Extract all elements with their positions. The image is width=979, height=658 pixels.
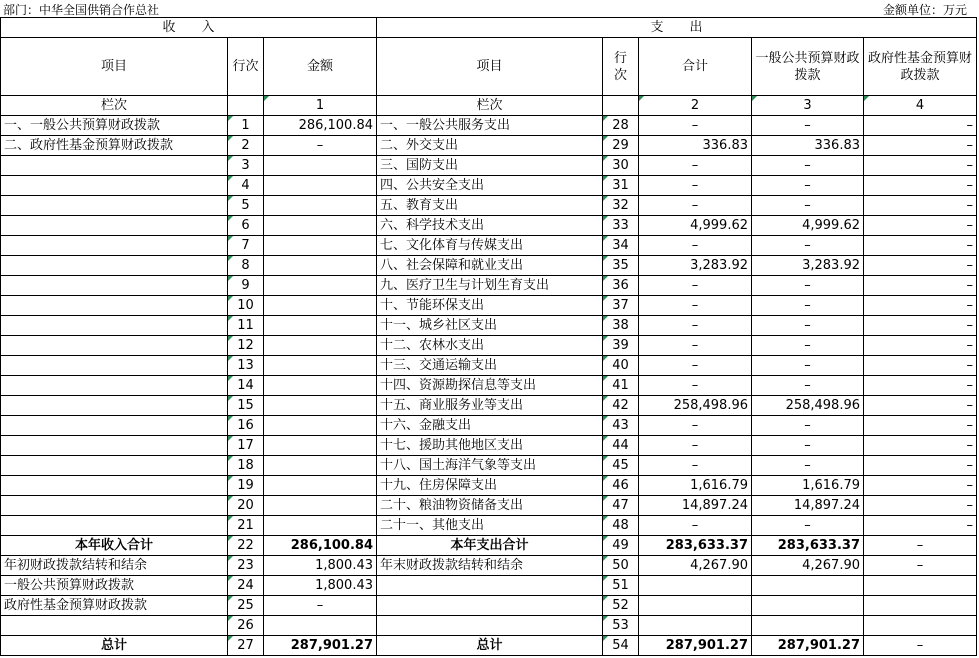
section-header-row [1,18,977,38]
grand-expense-fund: – [864,636,977,656]
expense-total: – [639,436,752,456]
col-header-general-budget: 一般公共预算财政拨款 [752,38,864,96]
expense-total: – [639,416,752,436]
expense-item: 五、教育支出 [377,196,603,216]
income-amount [264,336,377,356]
expense-general: – [752,116,864,136]
table-row [1,296,977,316]
expense-general: 258,498.96 [752,396,864,416]
carry-row-3 [1,596,977,616]
income-amount [264,396,377,416]
expense-row-no: 34 [603,236,639,256]
expense-fund: – [864,356,977,376]
expense-item: 二十、粮油物资储备支出 [377,496,603,516]
income-item [1,176,228,196]
table-row [1,396,977,416]
income-item [1,376,228,396]
expense-row-no: 35 [603,256,639,276]
expense-general: 14,897.24 [752,496,864,516]
empty-cell [752,596,864,616]
table-row [1,236,977,256]
expense-general: – [752,196,864,216]
expense-fund: – [864,396,977,416]
empty-cell [639,576,752,596]
expense-total: – [639,376,752,396]
expense-fund: – [864,316,977,336]
expense-general: 1,616.79 [752,476,864,496]
income-item [1,276,228,296]
expense-fund: – [864,236,977,256]
col-index-4: 4 [864,96,977,116]
empty-cell [864,616,977,636]
expense-fund: – [864,476,977,496]
table-row [1,336,977,356]
income-section-header: 收 入 [1,18,377,38]
expense-row-no: 31 [603,176,639,196]
expense-row-no: 40 [603,356,639,376]
grand-income-label: 总计 [1,636,228,656]
expense-total: – [639,296,752,316]
expense-total: – [639,516,752,536]
expense-row-no: 30 [603,156,639,176]
income-item [1,496,228,516]
carry-blank-no: 26 [228,616,264,636]
income-amount [264,416,377,436]
expense-item: 四、公共安全支出 [377,176,603,196]
col-header-total: 合计 [639,38,752,96]
col-index-1: 1 [264,96,377,116]
income-row-no: 2 [228,136,264,156]
income-item [1,196,228,216]
expense-row-no: 33 [603,216,639,236]
expense-fund: – [864,176,977,196]
year-expense-label: 本年支出合计 [377,536,603,556]
income-row-no: 4 [228,176,264,196]
carry-general-label: 一般公共预算财政拨款 [1,576,228,596]
table-row [1,196,977,216]
column-header-row [1,38,977,96]
table-row [1,476,977,496]
table-row [1,156,977,176]
expense-item: 十四、资源勘探信息等支出 [377,376,603,396]
expense-fund: – [864,156,977,176]
expense-item: 七、文化体育与传媒支出 [377,236,603,256]
income-item [1,316,228,336]
col-index-2: 2 [639,96,752,116]
expense-general: – [752,436,864,456]
income-row-no: 7 [228,236,264,256]
year-expense-no: 49 [603,536,639,556]
expense-item: 十五、商业服务业等支出 [377,396,603,416]
expense-general: – [752,156,864,176]
income-row-no: 21 [228,516,264,536]
expense-fund: – [864,416,977,436]
expense-row-no: 36 [603,276,639,296]
table-row [1,376,977,396]
grand-income-no: 27 [228,636,264,656]
empty-cell [639,616,752,636]
expense-total: – [639,336,752,356]
expense-total: – [639,236,752,256]
carry-general-amount: 1,800.43 [264,576,377,596]
table-row [1,516,977,536]
expense-general: 3,283.92 [752,256,864,276]
expense-fund: – [864,276,977,296]
expense-total: – [639,176,752,196]
income-row-no: 17 [228,436,264,456]
expense-row-no: 46 [603,476,639,496]
empty-cell [864,596,977,616]
empty-cell [752,616,864,636]
expense-total: – [639,156,752,176]
income-item [1,436,228,456]
empty-cell [1,616,228,636]
expense-item: 十、节能环保支出 [377,296,603,316]
expense-total: 258,498.96 [639,396,752,416]
table-row [1,316,977,336]
expense-general: – [752,236,864,256]
income-item: 二、政府性基金预算财政拨款 [1,136,228,156]
expense-row-no: 37 [603,296,639,316]
income-amount [264,436,377,456]
expense-general: – [752,516,864,536]
col-index-empty [228,96,264,116]
expense-fund: – [864,196,977,216]
carry-row-2 [1,576,977,596]
expense-row-no: 43 [603,416,639,436]
carry-fund-exp-no: 52 [603,596,639,616]
table-row [1,116,977,136]
income-row-no: 6 [228,216,264,236]
col-header-gov-fund: 政府性基金预算财政拨款 [864,38,977,96]
income-amount [264,156,377,176]
income-item [1,396,228,416]
expense-total: 1,616.79 [639,476,752,496]
income-amount [264,256,377,276]
department-label: 部门：中华全国供销合作总社 [3,3,160,17]
income-amount [264,236,377,256]
income-row-no: 3 [228,156,264,176]
income-item [1,236,228,256]
expense-item: 六、科学技术支出 [377,216,603,236]
income-row-no: 8 [228,256,264,276]
expense-row-no: 47 [603,496,639,516]
carry-row-1 [1,556,977,576]
income-item [1,156,228,176]
income-row-no: 12 [228,336,264,356]
carry-end-fund: – [864,556,977,576]
income-item [1,336,228,356]
year-expense-total: 283,633.37 [639,536,752,556]
expense-general: – [752,356,864,376]
year-total-row [1,536,977,556]
income-amount [264,196,377,216]
expense-fund: – [864,256,977,276]
expense-item: 九、医疗卫生与计划生育支出 [377,276,603,296]
expense-item: 十七、援助其他地区支出 [377,436,603,456]
grand-total-row [1,636,977,656]
empty-cell [377,616,603,636]
expense-general: – [752,456,864,476]
report-header [0,0,979,17]
income-amount [264,296,377,316]
expense-fund: – [864,436,977,456]
expense-item: 十一、城乡社区支出 [377,316,603,336]
income-item [1,256,228,276]
expense-fund: – [864,136,977,156]
table-row [1,456,977,476]
empty-cell [264,616,377,636]
income-row-no: 19 [228,476,264,496]
expense-total: 3,283.92 [639,256,752,276]
income-amount: – [264,136,377,156]
income-amount [264,216,377,236]
expense-section-header: 支 出 [377,18,977,38]
col-index-empty2 [603,96,639,116]
income-amount [264,496,377,516]
table-row [1,436,977,456]
expense-item: 十九、住房保障支出 [377,476,603,496]
table-row [1,136,977,156]
expense-general: – [752,416,864,436]
income-item [1,416,228,436]
carry-begin-label: 年初财政拨款结转和结余 [1,556,228,576]
expense-item: 十三、交通运输支出 [377,356,603,376]
unit-label: 金额单位：万元 [882,3,967,17]
income-amount [264,516,377,536]
expense-fund: – [864,516,977,536]
income-item [1,296,228,316]
income-item: 一、一般公共预算财政拨款 [1,116,228,136]
table-row [1,276,977,296]
income-row-no: 11 [228,316,264,336]
budget-table [0,17,977,656]
income-amount [264,356,377,376]
income-amount: 286,100.84 [264,116,377,136]
income-item [1,516,228,536]
carry-fund-label: 政府性基金预算财政拨款 [1,596,228,616]
col-index-3: 3 [752,96,864,116]
carry-row-4 [1,616,977,636]
year-expense-general: 283,633.37 [752,536,864,556]
table-row [1,176,977,196]
income-amount [264,276,377,296]
empty-cell [752,576,864,596]
grand-income-amount: 287,901.27 [264,636,377,656]
carry-general-exp-no: 51 [603,576,639,596]
expense-total: – [639,276,752,296]
expense-total: – [639,196,752,216]
expense-row-no: 28 [603,116,639,136]
expense-item: 十八、国土海洋气象等支出 [377,456,603,476]
expense-general: 336.83 [752,136,864,156]
col-header-item: 项目 [1,38,228,96]
carry-blank-exp-no: 53 [603,616,639,636]
income-row-no: 5 [228,196,264,216]
income-item [1,476,228,496]
income-row-no: 14 [228,376,264,396]
expense-general: – [752,376,864,396]
expense-item: 二、外交支出 [377,136,603,156]
expense-item: 三、国防支出 [377,156,603,176]
col-index-row [1,96,977,116]
income-row-no: 15 [228,396,264,416]
carry-fund-no: 25 [228,596,264,616]
expense-item: 八、社会保障和就业支出 [377,256,603,276]
table-row [1,496,977,516]
income-row-no: 18 [228,456,264,476]
col-header-row-no: 行次 [228,38,264,96]
table-row [1,356,977,376]
empty-cell [639,596,752,616]
income-amount [264,176,377,196]
expense-item: 十六、金融支出 [377,416,603,436]
expense-row-no: 38 [603,316,639,336]
income-row-no: 9 [228,276,264,296]
expense-row-no: 44 [603,436,639,456]
grand-expense-no: 54 [603,636,639,656]
expense-fund: – [864,296,977,316]
expense-total: – [639,316,752,336]
income-item [1,356,228,376]
income-amount [264,376,377,396]
year-income-no: 22 [228,536,264,556]
expense-row-no: 41 [603,376,639,396]
expense-item: 二十一、其他支出 [377,516,603,536]
expense-total: – [639,116,752,136]
carry-end-total: 4,267.90 [639,556,752,576]
expense-row-no: 48 [603,516,639,536]
expense-row-no: 42 [603,396,639,416]
income-amount [264,456,377,476]
col-header-amount: 金额 [264,38,377,96]
expense-fund: – [864,496,977,516]
expense-item: 十二、农林水支出 [377,336,603,356]
income-amount [264,476,377,496]
col-header-item2: 项目 [377,38,603,96]
expense-fund: – [864,216,977,236]
expense-total: – [639,456,752,476]
expense-row-no: 29 [603,136,639,156]
carry-general-no: 24 [228,576,264,596]
income-amount [264,316,377,336]
expense-fund: – [864,456,977,476]
income-row-no: 20 [228,496,264,516]
carry-fund-amount: – [264,596,377,616]
carry-end-general: 4,267.90 [752,556,864,576]
income-item [1,216,228,236]
empty-cell [377,596,603,616]
expense-fund: – [864,376,977,396]
income-row-no: 16 [228,416,264,436]
col-index-label: 栏次 [1,96,228,116]
table-row [1,256,977,276]
carry-begin-no: 23 [228,556,264,576]
grand-expense-total: 287,901.27 [639,636,752,656]
expense-general: – [752,296,864,316]
carry-end-no: 50 [603,556,639,576]
expense-total: 14,897.24 [639,496,752,516]
year-expense-fund: – [864,536,977,556]
empty-cell [864,576,977,596]
expense-item: 一、一般公共服务支出 [377,116,603,136]
expense-general: 4,999.62 [752,216,864,236]
expense-fund: – [864,116,977,136]
expense-general: – [752,316,864,336]
col-header-row-no2: 行 次 [603,38,639,96]
carry-end-label: 年末财政拨款结转和结余 [377,556,603,576]
grand-expense-general: 287,901.27 [752,636,864,656]
income-row-no: 1 [228,116,264,136]
expense-total: 4,999.62 [639,216,752,236]
expense-total: – [639,356,752,376]
year-income-amount: 286,100.84 [264,536,377,556]
expense-row-no: 32 [603,196,639,216]
empty-cell [377,576,603,596]
carry-begin-amount: 1,800.43 [264,556,377,576]
expense-fund: – [864,336,977,356]
income-row-no: 13 [228,356,264,376]
table-row [1,216,977,236]
income-row-no: 10 [228,296,264,316]
expense-row-no: 45 [603,456,639,476]
expense-total: 336.83 [639,136,752,156]
expense-general: – [752,276,864,296]
expense-row-no: 39 [603,336,639,356]
expense-general: – [752,336,864,356]
grand-expense-label: 总计 [377,636,603,656]
col-index-label2: 栏次 [377,96,603,116]
table-row [1,416,977,436]
income-item [1,456,228,476]
expense-general: – [752,176,864,196]
year-income-label: 本年收入合计 [1,536,228,556]
